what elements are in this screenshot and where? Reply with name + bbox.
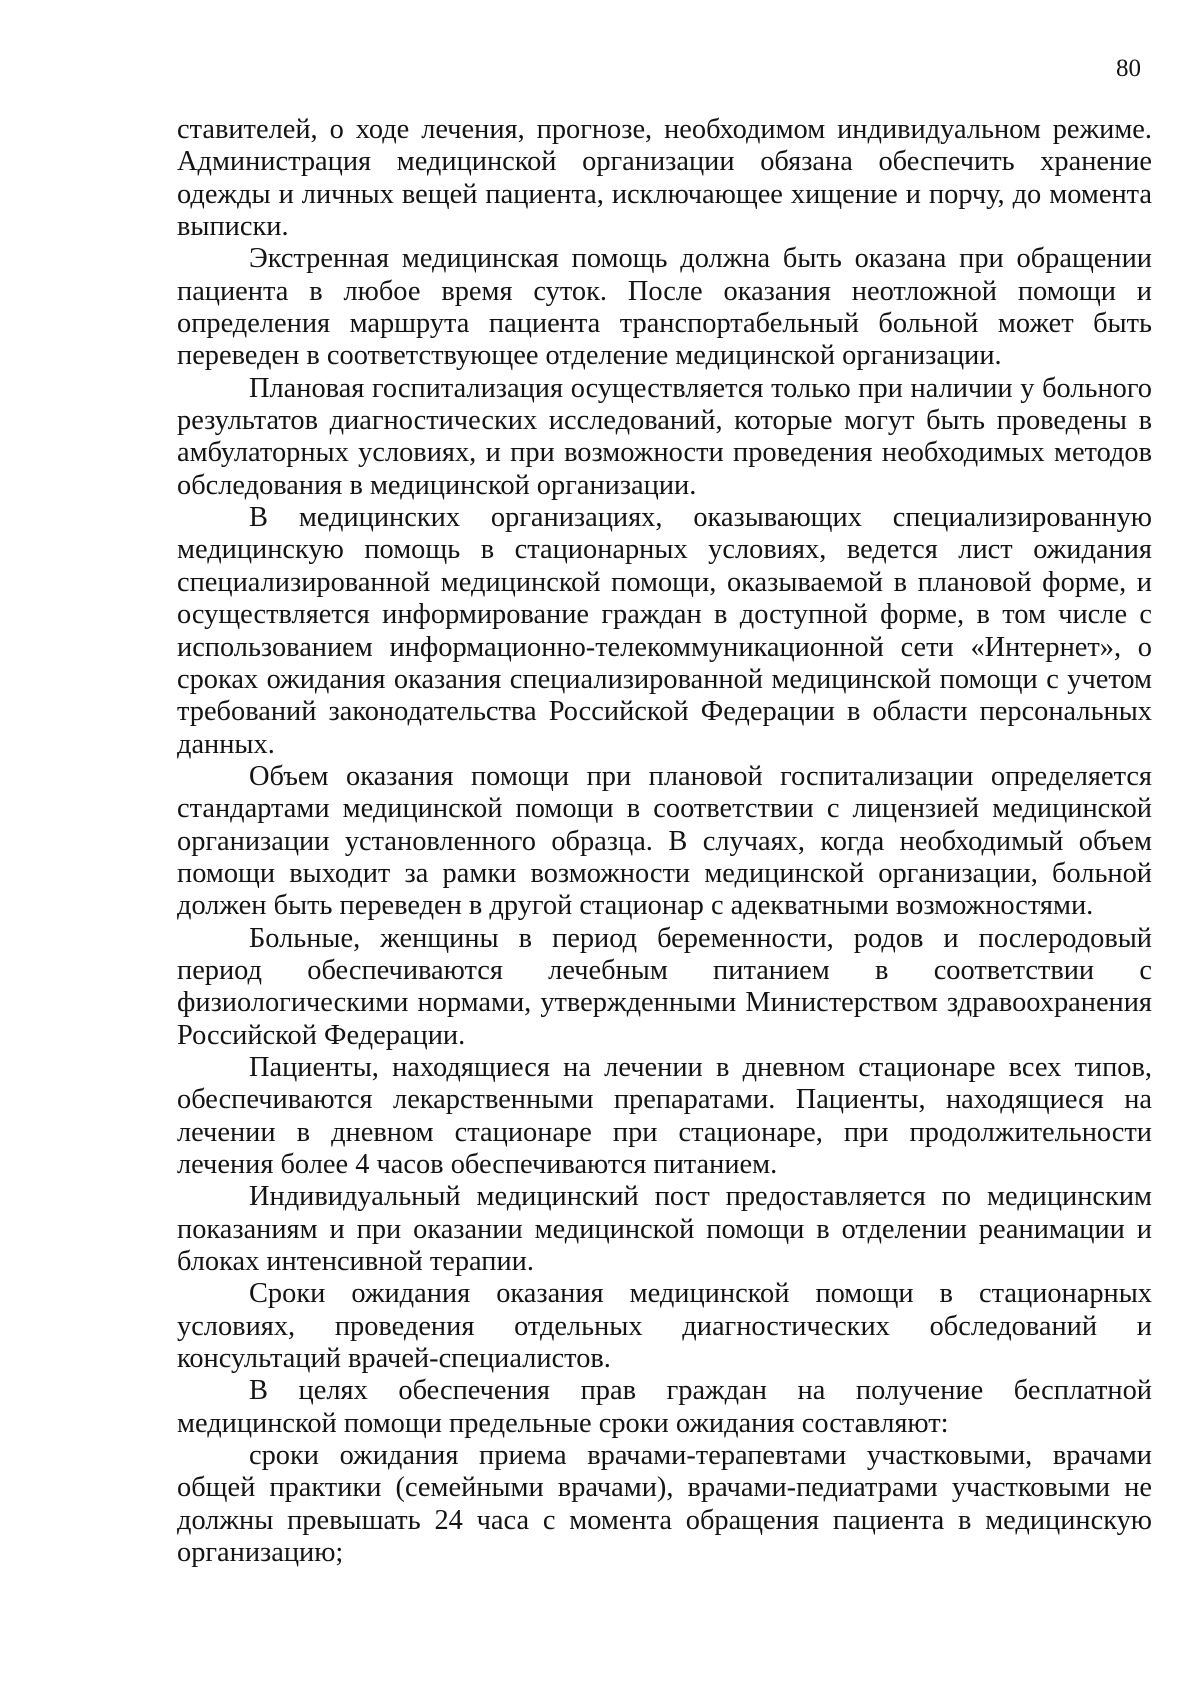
paragraph-care-volume: Объем оказания помощи при плановой госпитализации определяется стандартами медицинской помощи в соответствии с лицензией медицинской организации установленного образца. В случаях, когда необходимый объем помощи выходит за рамки возможности медицинской организации, больной должен быть переведен в другой стационар с адекватными возможностями. (177, 760, 1152, 922)
paragraph-rights-limits: В целях обеспечения прав граждан на получение бесплатной медицинской помощи предельные сроки ожидания составляют: (177, 1375, 1152, 1439)
page-number: 80 (1116, 55, 1141, 82)
paragraph-waiting-list: В медицинских организациях, оказывающих специализированную медицинскую помощь в стационарных условиях, ведется лист ожидания специализированной медицинской помощи, оказываемой в плановой форме, и осуществляется информирование граждан в доступной форме, в том числе с использованием информационно-телекоммуникационной сети «Интернет», о сроках ожидания оказания специализированной медицинской помощи с учетом требований законодательства Российской Федерации в области персональных данных. (177, 502, 1152, 760)
paragraph-primary-care-wait: сроки ожидания приема врачами-терапевтами участковыми, врачами общей практики (семейными врачами), врачами-педиатрами участковыми не должны превышать 24 часа с момента обращения пациента в медицинскую организацию; (177, 1440, 1152, 1569)
paragraph-individual-post: Индивидуальный медицинский пост предоставляется по медицинским показаниям и при оказании медицинской помощи в отделении реанимации и блоках интенсивной терапии. (177, 1181, 1152, 1278)
paragraph-planned-hospitalization: Плановая госпитализация осуществляется только при наличии у больного результатов диагностических исследований, которые могут быть проведены в амбулаторных условиях, и при возможности проведения необходимых методов обследования в медицинской организации. (177, 372, 1152, 501)
paragraph-continuation: ставителей, о ходе лечения, прогнозе, необходимом индивидуальном режиме. Администрация медицинской организации обязана обеспечить хранение одежды и личных вещей пациента, исключающее хищение и порчу, до момента выписки. (177, 114, 1152, 243)
paragraph-therapeutic-nutrition: Больные, женщины в период беременности, родов и послеродовый период обеспечиваются лечебным питанием в соответствии с физиологическими нормами, утвержденными Министерством здравоохранения Российской Федерации. (177, 922, 1152, 1051)
page-body (177, 114, 1152, 1569)
paragraph-waiting-times-heading: Сроки ожидания оказания медицинской помощи в стационарных условиях, проведения отдельных диагностических обследований и консультаций врачей-специалистов. (177, 1278, 1152, 1375)
paragraph-day-hospital: Пациенты, находящиеся на лечении в дневном стационаре всех типов, обеспечиваются лекарственными препаратами. Пациенты, находящиеся на лечении в дневном стационаре при стационаре, при продолжительности лечения более 4 часов обеспечиваются питанием. (177, 1051, 1152, 1180)
paragraph-emergency-care: Экстренная медицинская помощь должна быть оказана при обращении пациента в любое время суток. После оказания неотложной помощи и определения маршрута пациента транспортабельный больной может быть переведен в соответствующее отделение медицинской организации. (177, 243, 1152, 372)
